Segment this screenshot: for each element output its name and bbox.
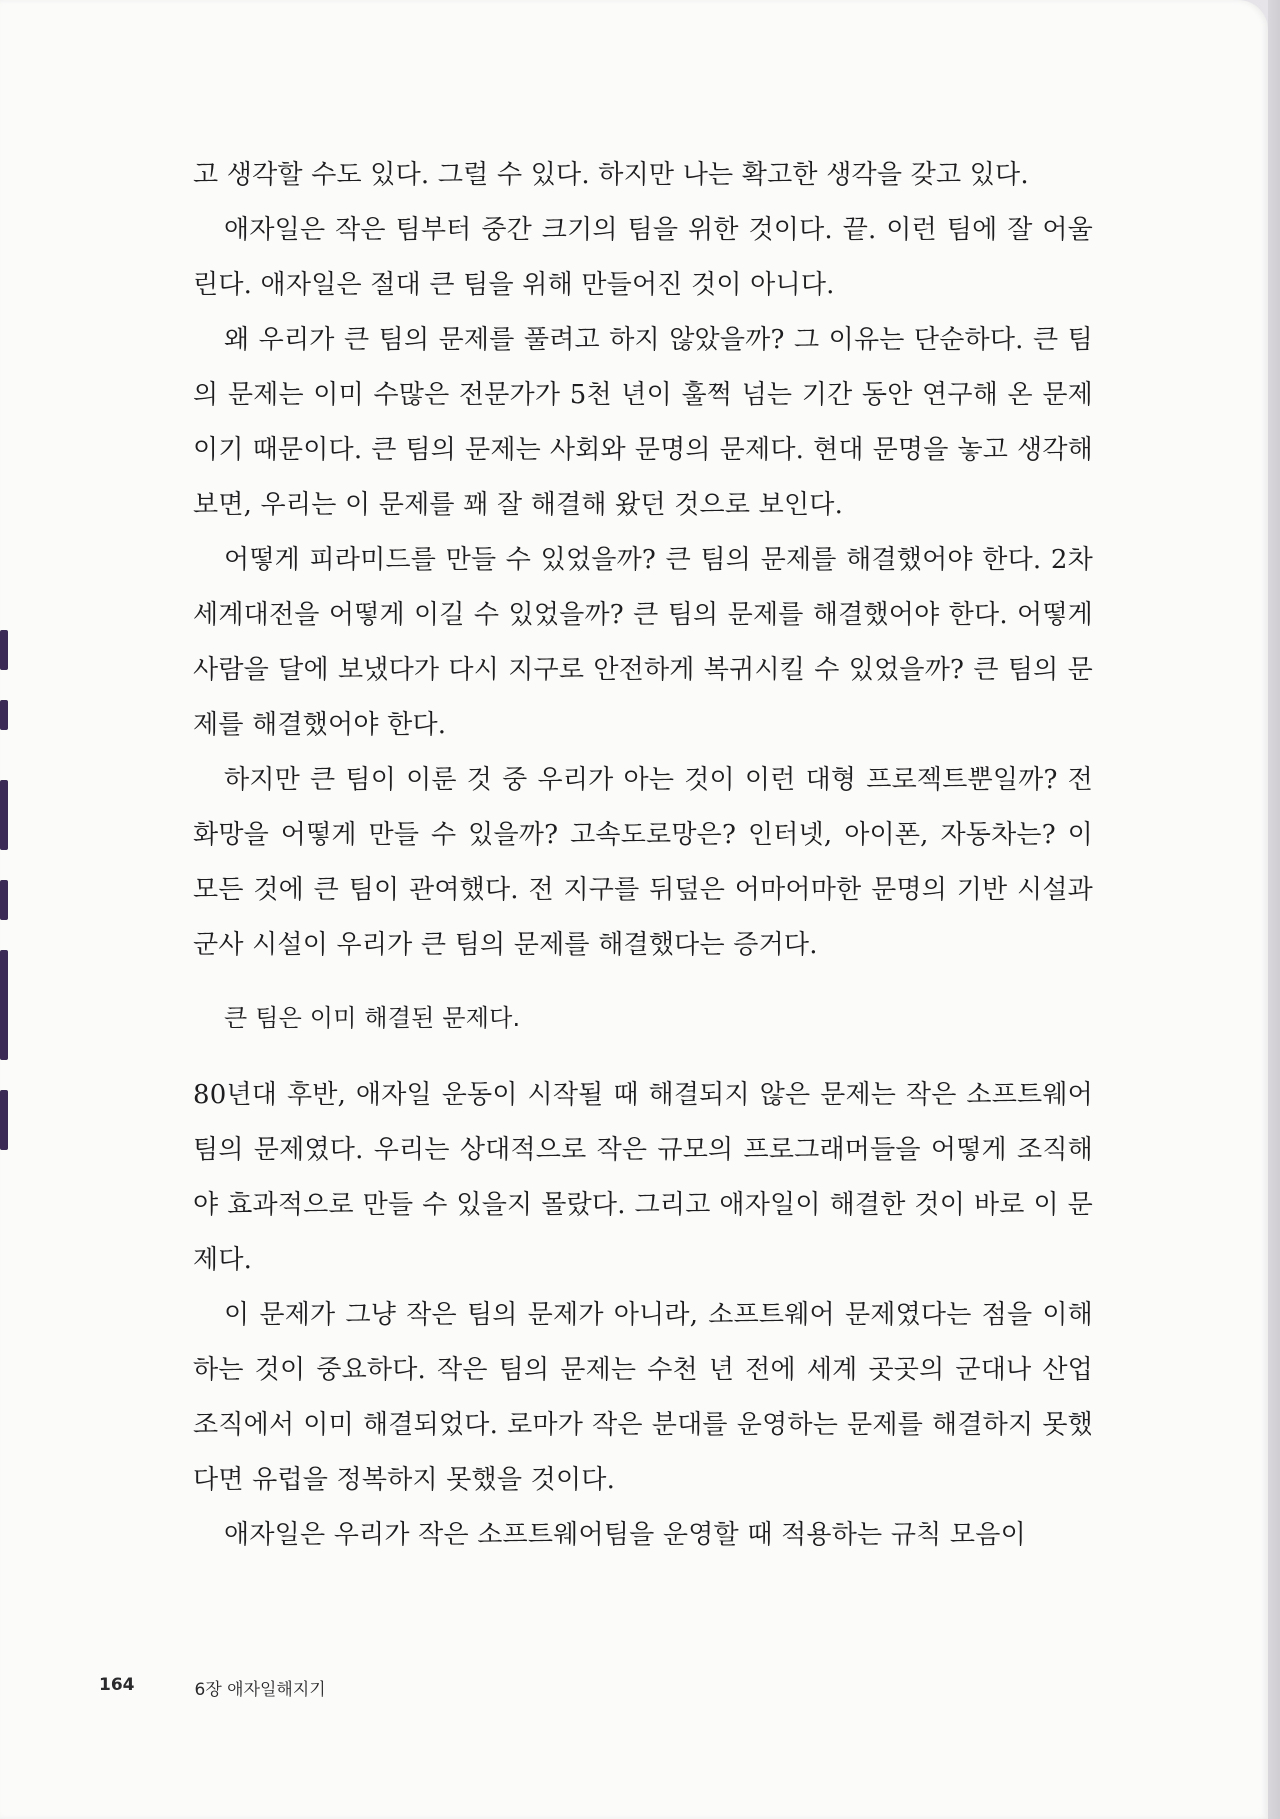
binding-marks (0, 630, 12, 1230)
paragraph: 애자일은 작은 팀부터 중간 크기의 팀을 위한 것이다. 끝. 이런 팀에 잘 어울린다. 애자일은 절대 큰 팀을 위해 만들어진 것이 아니다. (193, 215, 1093, 300)
page-footer (99, 1675, 326, 1700)
page-edge (1268, 0, 1280, 1819)
paragraph: 80년대 후반, 애자일 운동이 시작될 때 해결되지 않은 문제는 작은 소프트웨어팀의 문제였다. 우리는 상대적으로 작은 규모의 프로그래머들을 어떻게 조직해야 효과적으로 만들 수 있을지 몰랐다. 그리고 애자일이 해결한 것이 바로 이 문제다. (193, 1080, 1093, 1275)
paragraph: 어떻게 피라미드를 만들 수 있었을까? 큰 팀의 문제를 해결했어야 한다. 2차 세계대전을 어떻게 이길 수 있었을까? 큰 팀의 문제를 해결했어야 한다. 어떻게 사람을 달에 보냈다가 다시 지구로 안전하게 복귀시킬 수 있었을까? 큰 팀의 문제를 해결했어야 한다. (193, 545, 1093, 740)
paragraph: 이 문제가 그냥 작은 팀의 문제가 아니라, 소프트웨어 문제였다는 점을 이해하는 것이 중요하다. 작은 팀의 문제는 수천 년 전에 세계 곳곳의 군대나 산업 조직에서 이미 해결되었다. 로마가 작은 분대를 운영하는 문제를 해결하지 못했다면 유럽을 정복하지 못했을 것이다. (193, 1300, 1093, 1495)
paragraph: 왜 우리가 큰 팀의 문제를 풀려고 하지 않았을까? 그 이유는 단순하다. 큰 팀의 문제는 이미 수많은 전문가가 5천 년이 훌쩍 넘는 기간 동안 연구해 온 문제이기 때문이다. 큰 팀의 문제는 사회와 문명의 문제다. 현대 문명을 놓고 생각해 보면, 우리는 이 문제를 꽤 잘 해결해 왔던 것으로 보인다. (193, 325, 1093, 520)
text-body (193, 148, 1093, 1563)
chapter-title: 6장 애자일해지기 (194, 1680, 326, 1700)
paragraph: 애자일은 우리가 작은 소프트웨어팀을 운영할 때 적용하는 규칙 모음이 (224, 1520, 1026, 1550)
paragraph-continuation: 고 생각할 수도 있다. 그럴 수 있다. 하지만 나는 확고한 생각을 갖고 있다. (193, 160, 1029, 190)
page-number: 164 (99, 1675, 135, 1695)
paragraph: 하지만 큰 팀이 이룬 것 중 우리가 아는 것이 이런 대형 프로젝트뿐일까? 전화망을 어떻게 만들 수 있을까? 고속도로망은? 인터넷, 아이폰, 자동차는? 이 모든 것에 큰 팀이 관여했다. 전 지구를 뒤덮은 어마어마한 문명의 기반 시설과 군사 시설이 우리가 큰 팀의 문제를 해결했다는 증거다. (193, 765, 1093, 960)
callout-statement: 큰 팀은 이미 해결된 문제다. (224, 1004, 521, 1032)
